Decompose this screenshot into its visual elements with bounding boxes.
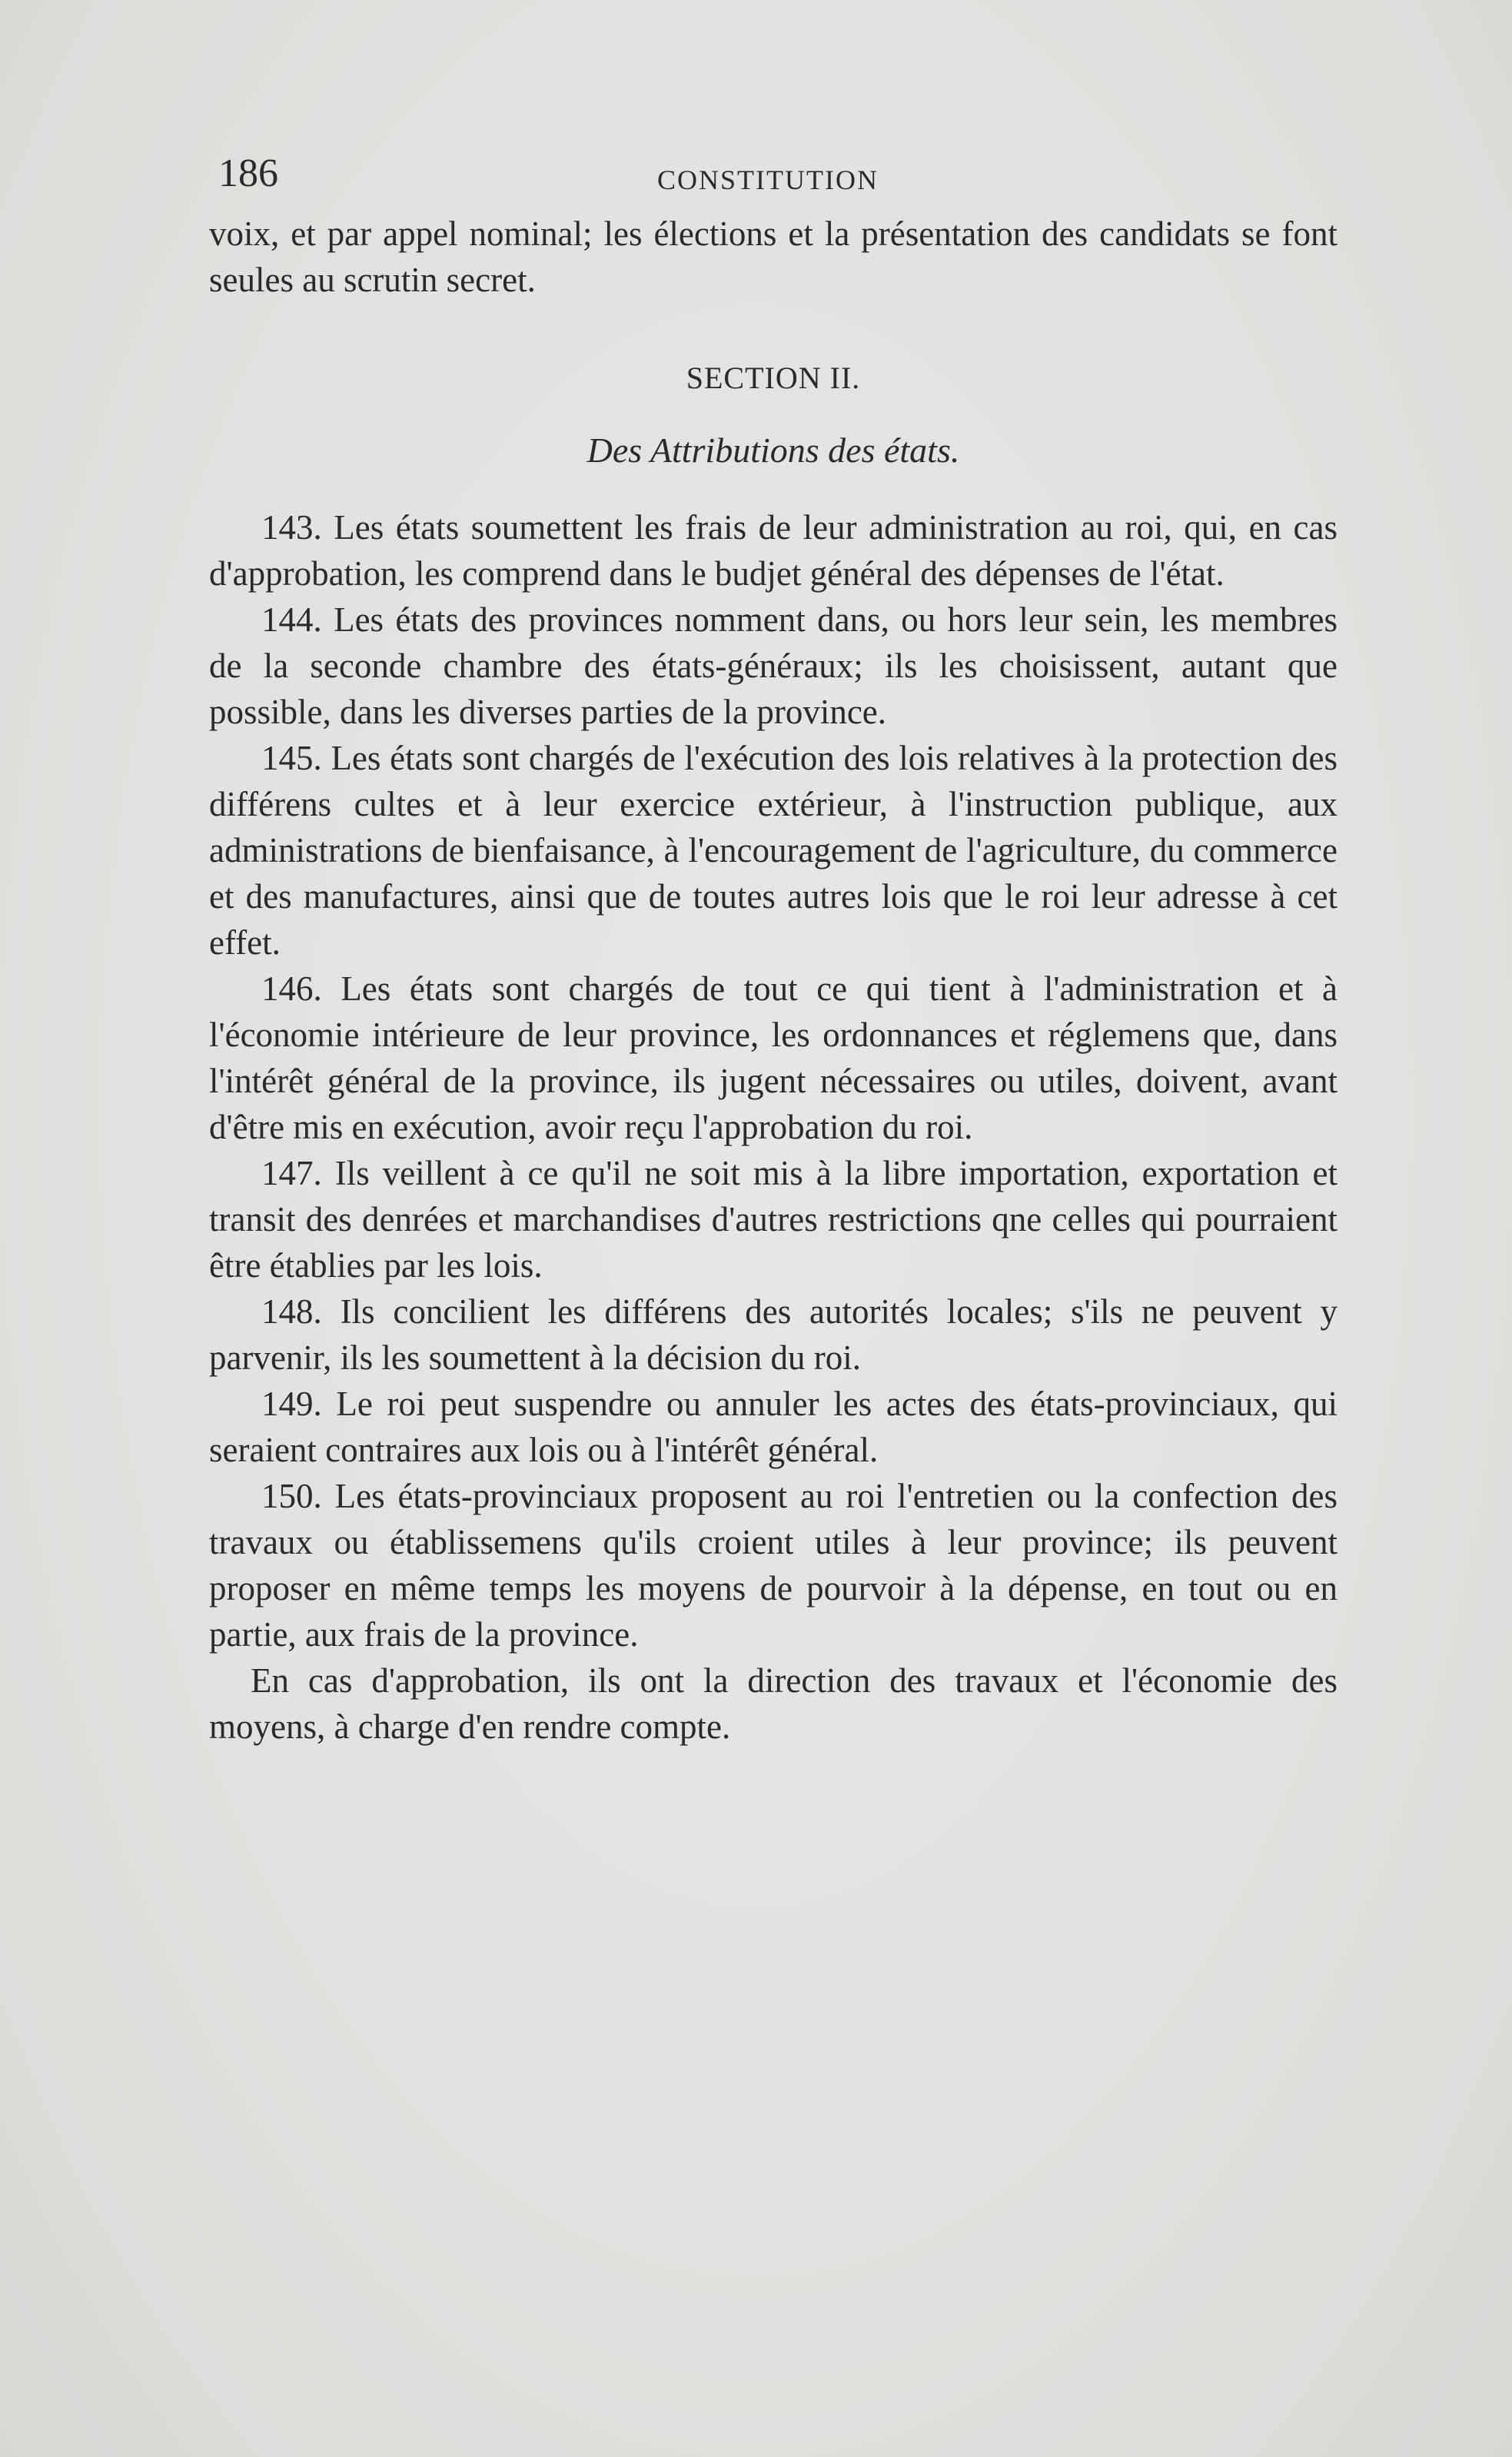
article-149 (209, 1381, 1338, 1473)
article-146 (209, 966, 1338, 1150)
article-number: 148. (261, 1292, 322, 1331)
article-144 (209, 597, 1338, 735)
article-text: Les états soumettent les frais de leur administration au roi, qui, en cas d'approbation, les comprend dans le budjet général des dépenses de l'état. (209, 508, 1338, 593)
section-subtitle: Des Attributions des états. (587, 431, 960, 470)
running-head (209, 151, 1338, 201)
intro-paragraph: voix, et par appel nominal; les élections et la présentation des candidats se font seules au scrutin secret. (209, 214, 1338, 299)
article-number: 145. (261, 739, 322, 777)
article-number: 147. (261, 1154, 322, 1192)
article-text: Ils concilient les différens des autorités locales; s'ils ne peuvent y parvenir, ils les soumettent à la décision du roi. (209, 1292, 1338, 1377)
article-147 (209, 1150, 1338, 1288)
article-text: Les états-provinciaux proposent au roi l'entretien ou la confection des travaux ou établissemens qu'ils croient utiles à leur province; ils peuvent proposer en même temps les moyens de pourvoir à la dépense, en tout ou en partie, aux frais de la province. (209, 1477, 1338, 1654)
article-150 (209, 1473, 1338, 1657)
article-text: Le roi peut suspendre ou annuler les actes des états-provinciaux, qui seraient contraires aux lois ou à l'intérêt général. (209, 1385, 1338, 1469)
article-text: Ils veillent à ce qu'il ne soit mis à la libre importation, exportation et transit des denrées et marchandises d'autres restrictions qne celles qui pourraient être établies par les lois. (209, 1154, 1338, 1285)
running-title: CONSTITUTION (657, 165, 879, 195)
page-text-block (209, 151, 1338, 1750)
section-heading: SECTION II. (686, 361, 861, 395)
closing-paragraph: En cas d'approbation, ils ont la direction des travaux et l'économie des moyens, à charge d'en rendre compte. (209, 1661, 1338, 1746)
page-number: 186 (218, 151, 278, 195)
article-number: 150. (261, 1477, 322, 1515)
article-148 (209, 1288, 1338, 1381)
article-number: 146. (261, 969, 322, 1008)
article-text: Les états sont chargés de l'exécution des lois relatives à la protection des différens cultes et à leur exercice extérieur, à l'instruction publique, aux administrations de bienfaisance, à l'encouragement de l'agriculture, du commerce et des manufactures, ainsi que de toutes autres lois que le roi leur adresse à cet effet. (209, 739, 1338, 962)
article-text: Les états des provinces nomment dans, ou hors leur sein, les membres de la seconde chambre des états-généraux; ils les choisissent, autant que possible, dans les diverses parties de la province. (209, 600, 1338, 731)
article-145 (209, 735, 1338, 966)
article-143 (209, 504, 1338, 597)
article-number: 149. (261, 1385, 322, 1423)
article-number: 143. (261, 508, 322, 547)
article-text: Les états sont chargés de tout ce qui tient à l'administration et à l'économie intérieure de leur province, les ordonnances et réglemens que, dans l'intérêt général de la province, ils jugent nécessaires ou utiles, doivent, avant d'être mis en exécution, avoir reçu l'approbation du roi. (209, 969, 1338, 1146)
article-number: 144. (261, 600, 322, 639)
